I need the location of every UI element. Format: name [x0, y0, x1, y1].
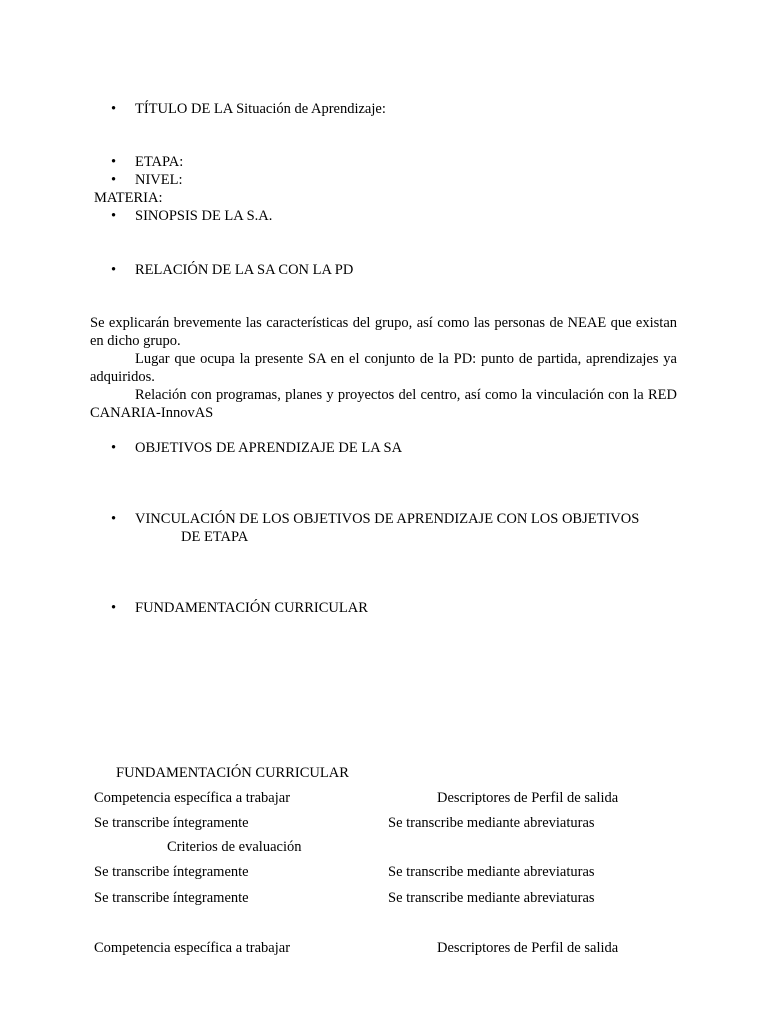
table-title: FUNDAMENTACIÓN CURRICULAR [116, 765, 349, 781]
list-item-vinculacion [111, 510, 639, 528]
paragraph-lugar: Lugar que ocupa la presente SA en el conjunto de la PD: punto de partida, aprendizajes ya adquiridos. [90, 351, 677, 385]
list-item-etapa [111, 153, 183, 171]
table-header-competencia: Competencia específica a trabajar [94, 790, 291, 806]
table-cell-right: Se transcribe mediante abreviaturas [388, 864, 595, 880]
list-item-titulo [111, 100, 386, 118]
item-vinculacion-text: VINCULACIÓN DE LOS OBJETIVOS DE APRENDIZAJE CON LOS OBJETIVOS [135, 511, 640, 527]
list-item-nivel [111, 171, 183, 189]
materia-label: MATERIA: [94, 190, 163, 206]
bullet-icon: • [111, 208, 117, 224]
table-cell-left: Se transcribe íntegramente [94, 890, 249, 906]
bullet-icon: • [111, 101, 117, 117]
item-fundamentacion-text: FUNDAMENTACIÓN CURRICULAR [135, 600, 368, 616]
list-item-relacion [111, 261, 353, 279]
table-header-competencia: Competencia específica a trabajar [94, 940, 291, 956]
list-item-sinopsis [111, 207, 272, 225]
item-titulo-text: TÍTULO DE LA Situación de Aprendizaje: [135, 101, 386, 117]
bullet-icon: • [111, 172, 117, 188]
paragraph-grupo: Se explicarán brevemente las características del grupo, así como las personas de NEAE que existan en dicho grupo. [90, 315, 677, 349]
bullet-icon: • [111, 440, 117, 456]
table-cell-left: Se transcribe íntegramente [94, 864, 249, 880]
bullet-icon: • [111, 511, 117, 527]
item-objetivos-text: OBJETIVOS DE APRENDIZAJE DE LA SA [135, 440, 403, 456]
list-item-fundamentacion [111, 599, 368, 617]
bullet-icon: • [111, 262, 117, 278]
item-sinopsis-text: SINOPSIS DE LA S.A. [135, 208, 273, 224]
table-cell-right: Se transcribe mediante abreviaturas [388, 815, 595, 831]
bullet-icon: • [111, 600, 117, 616]
table-header-descriptores: Descriptores de Perfil de salida [437, 790, 619, 806]
table-criterios-label: Criterios de evaluación [167, 839, 302, 855]
list-item-objetivos [111, 439, 402, 457]
table-cell-right: Se transcribe mediante abreviaturas [388, 890, 595, 906]
table-cell-left: Se transcribe íntegramente [94, 815, 249, 831]
table-header-descriptores: Descriptores de Perfil de salida [437, 940, 619, 956]
item-vinculacion-continuation: DE ETAPA [181, 529, 249, 545]
item-etapa-text: ETAPA: [135, 154, 184, 170]
item-nivel-text: NIVEL: [135, 172, 183, 188]
paragraph-relacion-programas: Relación con programas, planes y proyectos del centro, así como la vinculación con la RED CANARIA-InnovAS [90, 387, 677, 421]
bullet-icon: • [111, 154, 117, 170]
item-relacion-text: RELACIÓN DE LA SA CON LA PD [135, 262, 354, 278]
